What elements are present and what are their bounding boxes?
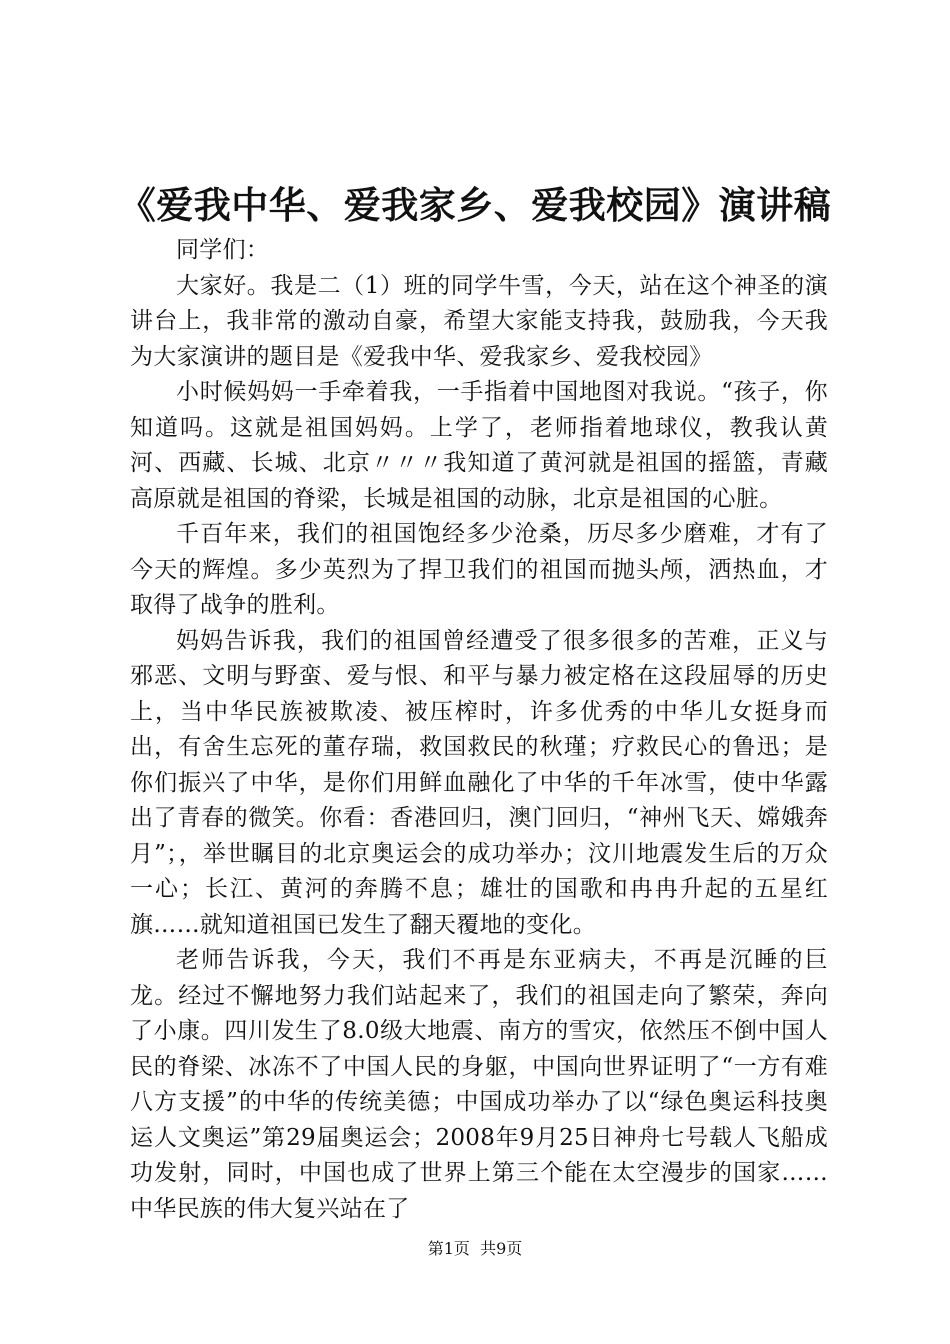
document-body	[130, 233, 828, 1227]
paragraph-history: 千百年来，我们的祖国饱经多少沧桑，历尽多少磨难，才有了今天的辉煌。多少英烈为了捍卫我们的祖国而抛头颅，洒热血，才取得了战争的胜利。	[130, 521, 828, 618]
paragraph-mother-story: 妈妈告诉我，我们的祖国曾经遭受了很多很多的苦难，正义与邪恶、文明与野蛮、爱与恨、和平与暴力被定格在这段屈辱的历史上，当中华民族被欺凌、被压榨时，许多优秀的中华儿女挺身而出，有舍生忘死的董存瑞，救国救民的秋瑾；疗救民心的鲁迅；是你们振兴了中华，是你们用鲜血融化了中华的千年冰雪，使中华露出了青春的微笑。你看：香港回归，澳门回归，“神州飞天、嫦娥奔月”；，举世瞩目的北京奥运会的成功举办；汶川地震发生后的万众一心；长江、黄河的奔腾不息；雄壮的国歌和冉冉升起的五星红旗……就知道祖国已发生了翻天覆地的变化。	[130, 627, 828, 938]
paragraph-introduction: 大家好。我是二（1）班的同学牛雪，今天，站在这个神圣的演讲台上，我非常的激动自豪，希望大家能支持我，鼓励我，今天我为大家演讲的题目是《爱我中华、爱我家乡、爱我校园》	[130, 272, 828, 370]
paragraph-greeting: 同学们：	[176, 237, 270, 263]
document-title: 《爱我中华、爱我家乡、爱我校园》演讲稿	[118, 184, 832, 227]
page-number-footer: 第1页 共9页	[427, 1239, 523, 1258]
paragraph-childhood: 小时候妈妈一手牵着我，一手指着中国地图对我说。“孩子，你知道吗。这就是祖国妈妈。上学了，老师指着地球仪，教我认黄河、西藏、长城、北京〃〃〃我知道了黄河就是祖国的摇篮，青藏高原就是祖国的脊梁，长城是祖国的动脉，北京是祖国的心脏。	[130, 379, 828, 512]
paragraph-teacher-story: 老师告诉我，今天，我们不再是东亚病夫，不再是沉睡的巨龙。经过不懈地努力我们站起来了，我们的祖国走向了繁荣，奔向了小康。四川发生了8.0级大地震、南方的雪灾，依然压不倒中国人民的脊梁、冰冻不了中国人民的身躯，中国向世界证明了“一方有难八方支援”的中华的传统美德；中国成功举办了以“绿色奥运科技奥运人文奥运”第29届奥运会；2008年9月25日神舟七号载人飞船成功发射，同时，中国也成了世界上第三个能在太空漫步的国家……中华民族的伟大复兴站在了	[130, 947, 828, 1222]
